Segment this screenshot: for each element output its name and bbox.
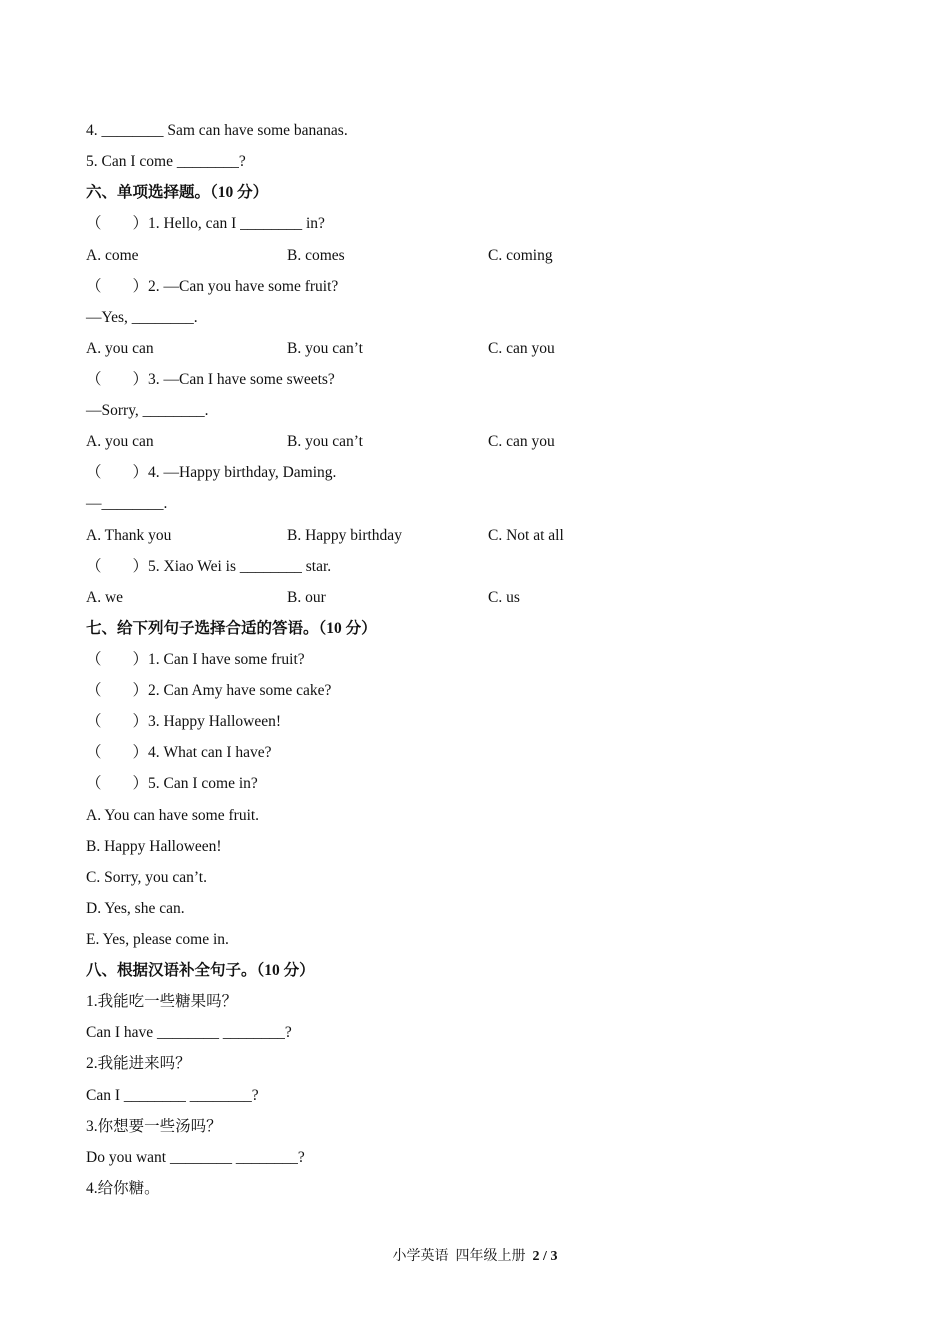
part6-q2-option-a: A. you can [86, 340, 154, 357]
part6-q2-stem: （ ）2. —Can you have some fruit? [86, 278, 339, 295]
part8-prompt-2: 2.我能进来吗？ [86, 1055, 191, 1072]
part6-q3-option-a: A. you can [86, 433, 154, 450]
part6-q5-stem: （ ）5. Xiao Wei is ________ star. [86, 558, 332, 575]
part6-q1-option-b: B. comes [287, 247, 345, 264]
part6-q4-option-b: B. Happy birthday [287, 527, 402, 544]
part8-prompt-3: 3.你想要一些汤吗？ [86, 1118, 222, 1135]
part7-question-2: （ ）2. Can Amy have some cake? [86, 682, 332, 699]
part6-q3-option-b: B. you can’t [287, 433, 363, 450]
part8-prompt-4: 4.给你糖。 [86, 1180, 160, 1197]
part8-heading: 八、根据汉语补全句子。（10 分） [86, 962, 315, 979]
part8-prompt-1: 1.我能吃一些糖果吗？ [86, 993, 238, 1010]
part7-answer-b: B. Happy Halloween! [86, 838, 222, 855]
part5-question-5: 5. Can I come ________? [86, 153, 246, 170]
part5-question-4: 4. ________ Sam can have some bananas. [86, 122, 348, 139]
footer-page-number: 2 [532, 1249, 540, 1264]
part7-question-3: （ ）3. Happy Halloween! [86, 713, 281, 730]
part6-q3-reply: —Sorry, ________. [86, 402, 209, 419]
part7-question-1: （ ）1. Can I have some fruit? [86, 651, 305, 668]
footer-subject: 小学英语 四年级上册 [392, 1249, 533, 1264]
part8-answer-line-1: Can I have ________ ________? [86, 1024, 292, 1041]
part6-q3-option-c: C. can you [488, 433, 555, 450]
part7-answer-c: C. Sorry, you can’t. [86, 869, 207, 886]
part6-q5-option-a: A. we [86, 589, 124, 606]
part6-q2-option-c: C. can you [488, 340, 555, 357]
part7-question-5: （ ）5. Can I come in? [86, 775, 258, 792]
part7-heading: 七、给下列句子选择合适的答语。（10 分） [86, 620, 377, 637]
part6-q5-option-c: C. us [488, 589, 520, 606]
part7-answer-e: E. Yes, please come in. [86, 931, 229, 948]
part6-q4-option-a: A. Thank you [86, 527, 172, 544]
part6-q4-stem: （ ）4. —Happy birthday, Daming. [86, 464, 337, 481]
part6-q4-reply: —________. [86, 495, 168, 512]
part8-answer-line-2: Can I ________ ________? [86, 1087, 259, 1104]
part7-answer-d: D. Yes, she can. [86, 900, 185, 917]
part6-q4-option-c: C. Not at all [488, 527, 564, 544]
part6-q5-option-b: B. our [287, 589, 326, 606]
part6-q1-stem: （ ）1. Hello, can I ________ in? [86, 215, 325, 232]
page-footer [0, 1245, 950, 1265]
footer-separator: / [539, 1249, 551, 1264]
part8-answer-line-3: Do you want ________ ________? [86, 1149, 305, 1166]
footer-page-total: 3 [550, 1249, 558, 1264]
part7-question-4: （ ）4. What can I have? [86, 744, 272, 761]
part6-q3-stem: （ ）3. —Can I have some sweets? [86, 371, 335, 388]
part6-q1-option-c: C. coming [488, 247, 553, 264]
part6-q2-option-b: B. you can’t [287, 340, 363, 357]
part7-answer-a: A. You can have some fruit. [86, 807, 260, 824]
part6-heading: 六、单项选择题。（10 分） [86, 184, 269, 201]
part6-q1-option-a: A. come [86, 247, 139, 264]
part6-q2-reply: —Yes, ________. [86, 309, 198, 326]
